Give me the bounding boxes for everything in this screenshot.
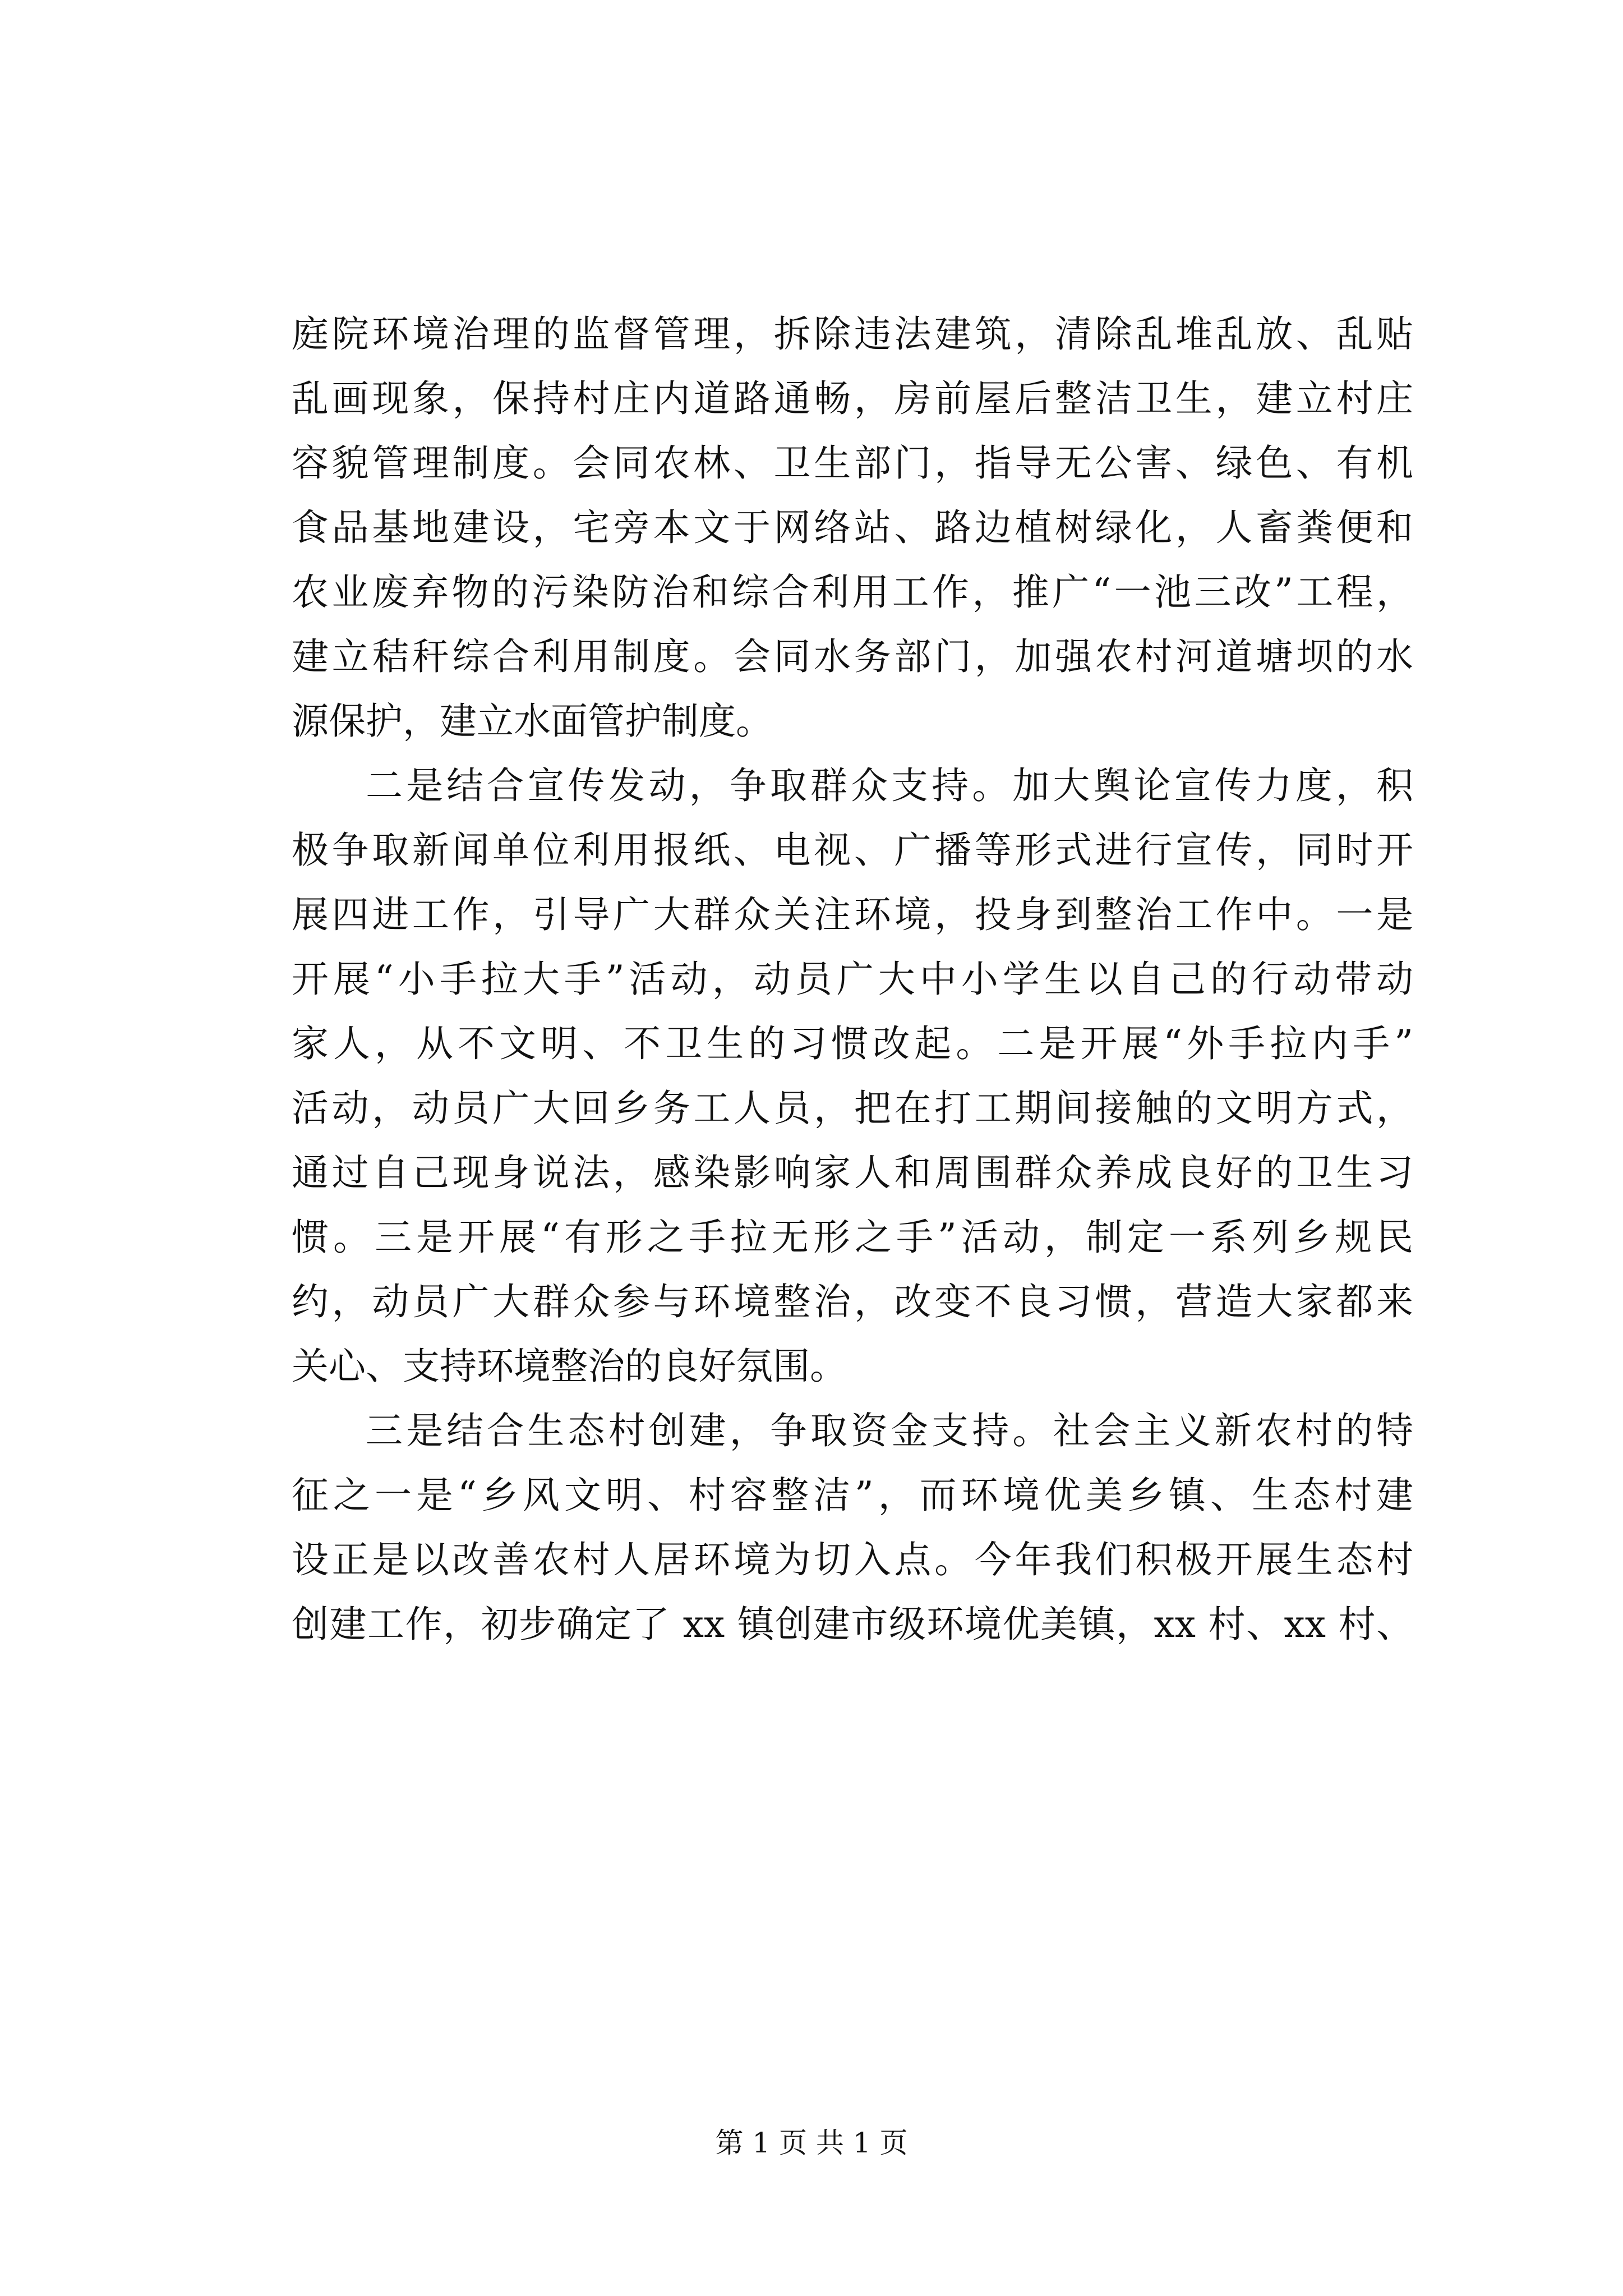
text-line: 活动，动员广大回乡务工人员，把在打工期间接触的文明方式， (292, 1087, 1413, 1130)
body-text (292, 302, 1413, 1657)
text-line: 惯。三是开展“有形之手拉无形之手”活动，制定一系列乡规民 (292, 1216, 1413, 1259)
text-line: 容貌管理制度。会同农林、卫生部门，指导无公害、绿色、有机 (292, 441, 1413, 485)
text-line: 食品基地建设，宅旁本文于网络站、路边植树绿化，人畜粪便和 (292, 506, 1413, 549)
text-line: 三是结合生态村创建，争取资金支持。社会主义新农村的特 (366, 1409, 1413, 1452)
text-line: 设正是以改善农村人居环境为切入点。今年我们积极开展生态村 (292, 1538, 1413, 1581)
text-line: 庭院环境治理的监督管理，拆除违法建筑，清除乱堆乱放、乱贴 (292, 312, 1413, 356)
paragraph-3 (292, 1398, 1413, 1657)
text-line: 展四进工作，引导广大群众关注环境，投身到整治工作中。一是 (292, 893, 1413, 936)
text-line: 关心、支持环境整治的良好氛围。 (292, 1345, 847, 1388)
text-line: 创建工作，初步确定了 xx 镇创建市级环境优美镇，xx 村、xx 村、 (292, 1603, 1413, 1646)
text-line: 极争取新闻单位利用报纸、电视、广播等形式进行宣传，同时开 (292, 829, 1413, 872)
paragraph-2 (292, 753, 1413, 1398)
text-line: 约，动员广大群众参与环境整治，改变不良习惯，营造大家都来 (292, 1280, 1413, 1323)
text-line: 建立秸秆综合利用制度。会同水务部门，加强农村河道塘坝的水 (292, 635, 1413, 678)
text-line: 通过自己现身说法，感染影响家人和周围群众养成良好的卫生习 (292, 1151, 1413, 1194)
text-line: 乱画现象，保持村庄内道路通畅，房前屋后整洁卫生，建立村庄 (292, 377, 1413, 420)
text-line: 开展“小手拉大手”活动，动员广大中小学生以自己的行动带动 (292, 958, 1413, 1001)
page-footer: 第 1 页 共 1 页 (715, 2127, 908, 2159)
text-line: 源保护，建立水面管护制度。 (292, 700, 773, 743)
text-line: 家人，从不文明、不卫生的习惯改起。二是开展“外手拉内手” (292, 1022, 1413, 1065)
paragraph-1 (292, 302, 1413, 753)
text-line: 农业废弃物的污染防治和综合利用工作，推广“一池三改”工程， (292, 570, 1413, 614)
text-line: 二是结合宣传发动，争取群众支持。加大舆论宣传力度，积 (366, 764, 1413, 807)
text-line: 征之一是“乡风文明、村容整洁”，而环境优美乡镇、生态村建 (292, 1474, 1413, 1517)
